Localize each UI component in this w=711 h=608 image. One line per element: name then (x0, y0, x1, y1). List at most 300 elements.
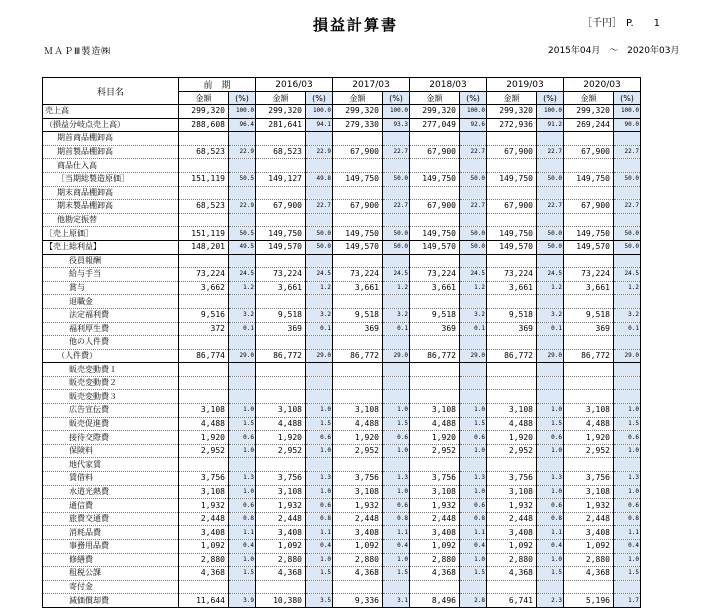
table-row (43, 268, 641, 282)
percent-cell: 1.3 (306, 472, 333, 486)
amount-cell: 151,119 (179, 227, 229, 241)
percent-cell: 50.0 (383, 172, 410, 186)
percent-cell: 24.5 (229, 268, 256, 282)
amount-cell: 4,368 (487, 567, 537, 581)
percent-cell: 0.8 (614, 512, 641, 526)
amount-cell (410, 336, 460, 350)
amount-cell: 67,900 (410, 145, 460, 159)
percent-cell: 22.7 (383, 145, 410, 159)
amount-cell: 4,368 (256, 567, 306, 581)
table-row (43, 118, 641, 132)
amount-cell: 3,756 (179, 472, 229, 486)
amount-cell: 86,772 (487, 349, 537, 363)
percent-cell: 0.1 (383, 322, 410, 336)
percent-cell: 3.9 (229, 594, 256, 608)
table-row (43, 376, 641, 390)
percent-cell: 0.6 (460, 499, 487, 513)
percent-cell: 50.0 (460, 240, 487, 254)
amount-cell: 2,880 (179, 553, 229, 567)
amount-cell (410, 580, 460, 594)
table-row (43, 404, 641, 418)
table-row (43, 254, 641, 268)
percent-cell: 24.5 (460, 268, 487, 282)
amount-cell: 11,644 (179, 594, 229, 608)
row-label: 他の人件費 (43, 336, 179, 350)
percent-cell (229, 458, 256, 472)
amount-cell: 3,408 (179, 526, 229, 540)
table-row (43, 240, 641, 254)
percent-subheader: (%) (306, 92, 333, 105)
percent-cell: 0.6 (460, 431, 487, 445)
amount-cell: 1,920 (487, 431, 537, 445)
percent-cell: 94.1 (306, 118, 333, 132)
percent-cell (460, 213, 487, 227)
percent-subheader: (%) (614, 92, 641, 105)
table-row (43, 526, 641, 540)
amount-cell: 68,523 (179, 145, 229, 159)
unit-label: ［千円］ (582, 18, 622, 29)
amount-cell: 67,900 (333, 200, 383, 214)
amount-cell: 3,661 (410, 281, 460, 295)
percent-cell: 1.5 (460, 417, 487, 431)
percent-cell: 0.1 (537, 322, 564, 336)
amount-cell: 4,488 (487, 417, 537, 431)
percent-cell: 50.0 (537, 227, 564, 241)
row-label: 広告宣伝費 (43, 404, 179, 418)
percent-subheader: (%) (537, 92, 564, 105)
amount-cell: 4,488 (179, 417, 229, 431)
amount-cell: 149,750 (256, 227, 306, 241)
percent-cell: 1.2 (537, 281, 564, 295)
percent-cell: 50.0 (460, 227, 487, 241)
percent-cell: 50.5 (229, 172, 256, 186)
amount-cell (410, 390, 460, 404)
row-label: 法定福利費 (43, 308, 179, 322)
percent-cell: 100.0 (229, 105, 256, 119)
percent-cell: 1.0 (306, 404, 333, 418)
percent-subheader: (%) (383, 92, 410, 105)
amount-cell (333, 186, 383, 200)
period-column-header: 2018/03 (410, 78, 487, 92)
percent-cell (383, 363, 410, 377)
percent-cell (537, 132, 564, 146)
amount-cell (564, 390, 614, 404)
amount-cell: 149,570 (410, 240, 460, 254)
report-title: 損益計算書 (312, 16, 398, 34)
row-label: 役員報酬 (43, 254, 179, 268)
percent-cell: 0.8 (460, 512, 487, 526)
table-row (43, 349, 641, 363)
row-label: 期首製品棚卸高 (43, 145, 179, 159)
amount-cell: 149,750 (333, 172, 383, 186)
percent-cell: 1.1 (383, 526, 410, 540)
row-label: 販売促進費 (43, 417, 179, 431)
percent-cell: 29.0 (306, 349, 333, 363)
percent-cell: 22.7 (614, 200, 641, 214)
percent-cell: 1.0 (460, 444, 487, 458)
percent-cell: 1.2 (383, 281, 410, 295)
percent-cell: 1.0 (229, 553, 256, 567)
percent-cell: 1.5 (306, 567, 333, 581)
percent-cell (614, 376, 641, 390)
percent-cell (306, 159, 333, 173)
percent-cell: 50.5 (229, 227, 256, 241)
percent-cell (306, 254, 333, 268)
row-label: 消耗品費 (43, 526, 179, 540)
percent-cell: 0.4 (306, 540, 333, 554)
percent-cell (537, 336, 564, 350)
amount-cell (410, 363, 460, 377)
percent-cell: 0.6 (537, 499, 564, 513)
percent-cell (460, 159, 487, 173)
percent-cell (460, 363, 487, 377)
row-label: 期末商品棚卸高 (43, 186, 179, 200)
row-label: 事務用品費 (43, 540, 179, 554)
amount-cell: 369 (410, 322, 460, 336)
table-row (43, 295, 641, 309)
amount-cell (487, 363, 537, 377)
amount-cell: 2,952 (564, 444, 614, 458)
amount-cell: 9,516 (179, 308, 229, 322)
amount-cell: 1,920 (564, 431, 614, 445)
company-name: ＭＡＰⅢ製造㈱ (44, 47, 112, 57)
amount-cell: 3,108 (179, 404, 229, 418)
percent-cell: 50.0 (306, 240, 333, 254)
amount-cell (179, 458, 229, 472)
amount-cell (333, 376, 383, 390)
table-row (43, 200, 641, 214)
row-label: 租税公課 (43, 567, 179, 581)
percent-cell: 1.5 (614, 567, 641, 581)
amount-cell: 9,518 (256, 308, 306, 322)
percent-cell (306, 580, 333, 594)
amount-cell: 369 (564, 322, 614, 336)
period-column-header: 2017/03 (333, 78, 410, 92)
amount-cell: 299,320 (487, 105, 537, 119)
percent-cell: 1.1 (306, 526, 333, 540)
amount-cell (256, 213, 306, 227)
percent-cell: 0.1 (229, 322, 256, 336)
percent-cell: 1.3 (383, 472, 410, 486)
amount-cell (564, 213, 614, 227)
income-statement-table (42, 77, 641, 608)
amount-cell: 3,108 (179, 485, 229, 499)
amount-subheader: 金額 (410, 92, 460, 105)
table-row (43, 132, 641, 146)
percent-cell: 50.0 (383, 227, 410, 241)
amount-cell (333, 336, 383, 350)
amount-cell: 1,092 (410, 540, 460, 554)
row-label: 接待交際費 (43, 431, 179, 445)
amount-cell: 149,750 (564, 172, 614, 186)
percent-cell (306, 336, 333, 350)
percent-cell (614, 213, 641, 227)
percent-cell (306, 213, 333, 227)
percent-cell (229, 186, 256, 200)
amount-cell: 1,932 (256, 499, 306, 513)
amount-cell: 2,448 (564, 512, 614, 526)
percent-cell (306, 186, 333, 200)
percent-cell: 22.9 (306, 145, 333, 159)
amount-cell: 4,368 (564, 567, 614, 581)
amount-cell (564, 376, 614, 390)
period-separator: ～ (609, 46, 619, 56)
percent-cell: 0.8 (306, 512, 333, 526)
period-range (548, 43, 679, 56)
percent-cell: 0.6 (537, 431, 564, 445)
amount-cell: 149,750 (410, 227, 460, 241)
amount-cell: 3,756 (564, 472, 614, 486)
amount-cell: 372 (179, 322, 229, 336)
amount-cell: 67,900 (256, 200, 306, 214)
table-row (43, 594, 641, 608)
amount-cell (487, 390, 537, 404)
amount-cell: 3,108 (410, 404, 460, 418)
percent-cell: 1.0 (614, 444, 641, 458)
amount-cell: 4,368 (410, 567, 460, 581)
percent-cell (383, 458, 410, 472)
table-row (43, 159, 641, 173)
percent-cell: 0.4 (229, 540, 256, 554)
amount-cell (410, 254, 460, 268)
period-column-header: 2020/03 (564, 78, 641, 92)
percent-cell: 92.6 (460, 118, 487, 132)
table-row (43, 105, 641, 119)
amount-cell (487, 336, 537, 350)
amount-cell: 5,196 (564, 594, 614, 608)
percent-cell (537, 159, 564, 173)
amount-cell: 1,092 (564, 540, 614, 554)
percent-cell (229, 580, 256, 594)
amount-cell: 3,661 (333, 281, 383, 295)
amount-cell: 2,952 (179, 444, 229, 458)
amount-cell (179, 376, 229, 390)
percent-cell (383, 295, 410, 309)
percent-cell: 1.5 (383, 567, 410, 581)
amount-cell: 3,108 (256, 404, 306, 418)
row-label: （人件費） (43, 349, 179, 363)
amount-cell (410, 213, 460, 227)
row-label: 商品仕入高 (43, 159, 179, 173)
percent-cell (537, 376, 564, 390)
amount-cell: 369 (333, 322, 383, 336)
amount-cell: 3,661 (564, 281, 614, 295)
table-row (43, 499, 641, 513)
percent-cell (614, 336, 641, 350)
amount-cell (333, 458, 383, 472)
percent-cell (614, 390, 641, 404)
amount-cell: 2,952 (333, 444, 383, 458)
amount-cell (333, 363, 383, 377)
amount-cell (256, 390, 306, 404)
period-column-header: 2016/03 (256, 78, 333, 92)
percent-cell: 100.0 (460, 105, 487, 119)
amount-cell (333, 213, 383, 227)
percent-cell: 1.0 (537, 404, 564, 418)
percent-cell: 0.6 (614, 431, 641, 445)
amount-cell (410, 376, 460, 390)
percent-cell (460, 254, 487, 268)
amount-cell: 3,661 (487, 281, 537, 295)
amount-cell (410, 458, 460, 472)
amount-cell: 10,380 (256, 594, 306, 608)
amount-cell: 9,518 (564, 308, 614, 322)
percent-cell: 1.5 (306, 417, 333, 431)
amount-cell: 3,408 (564, 526, 614, 540)
percent-cell (229, 390, 256, 404)
amount-cell (410, 132, 460, 146)
percent-cell (306, 132, 333, 146)
amount-cell (564, 132, 614, 146)
percent-cell: 1.5 (537, 567, 564, 581)
amount-cell: 3,756 (333, 472, 383, 486)
row-label: 水道光熱費 (43, 485, 179, 499)
percent-cell: 3.2 (306, 308, 333, 322)
amount-cell (256, 336, 306, 350)
amount-cell (487, 186, 537, 200)
amount-cell: 3,108 (487, 485, 537, 499)
period-column-header: 前 期 (179, 78, 256, 92)
amount-cell: 3,661 (256, 281, 306, 295)
percent-cell (383, 213, 410, 227)
percent-cell (383, 336, 410, 350)
table-row (43, 580, 641, 594)
row-label: ［当期総製造原価］ (43, 172, 179, 186)
amount-cell (333, 390, 383, 404)
amount-cell: 299,320 (179, 105, 229, 119)
percent-cell: 0.1 (306, 322, 333, 336)
amount-cell: 86,772 (333, 349, 383, 363)
table-row (43, 281, 641, 295)
amount-cell: 3,408 (333, 526, 383, 540)
amount-cell (487, 295, 537, 309)
amount-cell: 1,932 (333, 499, 383, 513)
amount-cell: 3,108 (564, 485, 614, 499)
amount-cell: 149,570 (333, 240, 383, 254)
percent-cell: 1.0 (537, 485, 564, 499)
amount-cell: 4,368 (179, 567, 229, 581)
amount-cell (564, 458, 614, 472)
percent-cell (383, 580, 410, 594)
amount-cell: 279,330 (333, 118, 383, 132)
amount-cell: 67,900 (564, 200, 614, 214)
amount-cell: 149,750 (487, 227, 537, 241)
row-label: （損益分岐点売上高） (43, 118, 179, 132)
percent-cell: 22.7 (460, 145, 487, 159)
amount-cell: 2,880 (487, 553, 537, 567)
amount-cell: 288,608 (179, 118, 229, 132)
percent-cell: 3.5 (306, 594, 333, 608)
amount-cell: 3,108 (487, 404, 537, 418)
percent-cell: 1.2 (306, 281, 333, 295)
percent-cell (229, 363, 256, 377)
percent-cell: 1.1 (614, 526, 641, 540)
row-label: 売上高 (43, 105, 179, 119)
percent-cell (614, 295, 641, 309)
percent-cell: 50.0 (537, 172, 564, 186)
percent-cell: 0.4 (614, 540, 641, 554)
percent-cell (383, 132, 410, 146)
percent-cell (537, 580, 564, 594)
row-label: 期首商品棚卸高 (43, 132, 179, 146)
percent-cell: 1.0 (306, 553, 333, 567)
table-row (43, 172, 641, 186)
percent-cell (383, 254, 410, 268)
amount-cell: 2,448 (410, 512, 460, 526)
amount-cell: 281,641 (256, 118, 306, 132)
amount-cell: 73,224 (410, 268, 460, 282)
percent-cell (614, 132, 641, 146)
percent-cell: 49.5 (229, 240, 256, 254)
amount-cell (564, 580, 614, 594)
amount-cell: 272,936 (487, 118, 537, 132)
row-label: 通信費 (43, 499, 179, 513)
amount-cell (487, 376, 537, 390)
amount-cell (179, 186, 229, 200)
table-row (43, 553, 641, 567)
percent-cell: 22.9 (229, 200, 256, 214)
percent-cell (537, 213, 564, 227)
amount-cell (256, 363, 306, 377)
percent-cell: 29.0 (537, 349, 564, 363)
amount-cell: 6,741 (487, 594, 537, 608)
amount-cell: 2,448 (487, 512, 537, 526)
percent-cell: 3.2 (614, 308, 641, 322)
row-label: 販売変動費２ (43, 376, 179, 390)
percent-cell (537, 295, 564, 309)
percent-cell: 24.5 (614, 268, 641, 282)
percent-cell (460, 295, 487, 309)
amount-cell: 299,320 (410, 105, 460, 119)
amount-cell (487, 580, 537, 594)
percent-cell (229, 159, 256, 173)
amount-cell (179, 390, 229, 404)
percent-cell (306, 376, 333, 390)
percent-cell: 24.5 (306, 268, 333, 282)
percent-cell (306, 390, 333, 404)
percent-cell (383, 186, 410, 200)
amount-cell: 2,880 (256, 553, 306, 567)
percent-cell: 1.5 (614, 417, 641, 431)
percent-cell: 50.0 (614, 172, 641, 186)
amount-cell: 149,750 (487, 172, 537, 186)
amount-cell: 1,932 (410, 499, 460, 513)
amount-cell: 73,224 (487, 268, 537, 282)
percent-cell: 3.2 (229, 308, 256, 322)
row-label: 旅費交通費 (43, 512, 179, 526)
amount-cell: 3,408 (256, 526, 306, 540)
percent-cell: 50.0 (537, 240, 564, 254)
amount-cell (179, 213, 229, 227)
percent-cell: 22.7 (460, 200, 487, 214)
table-row (43, 431, 641, 445)
period-column-header: 2019/03 (487, 78, 564, 92)
percent-cell: 1.0 (614, 404, 641, 418)
percent-cell: 1.0 (614, 485, 641, 499)
amount-cell: 369 (256, 322, 306, 336)
table-row (43, 145, 641, 159)
percent-cell: 0.4 (383, 540, 410, 554)
amount-cell: 1,092 (179, 540, 229, 554)
percent-cell (537, 363, 564, 377)
percent-cell: 1.0 (383, 553, 410, 567)
percent-cell: 0.1 (460, 322, 487, 336)
row-label: 【売上総利益】 (43, 240, 179, 254)
percent-cell: 0.6 (229, 431, 256, 445)
percent-cell: 96.4 (229, 118, 256, 132)
percent-cell (229, 132, 256, 146)
percent-cell (383, 390, 410, 404)
